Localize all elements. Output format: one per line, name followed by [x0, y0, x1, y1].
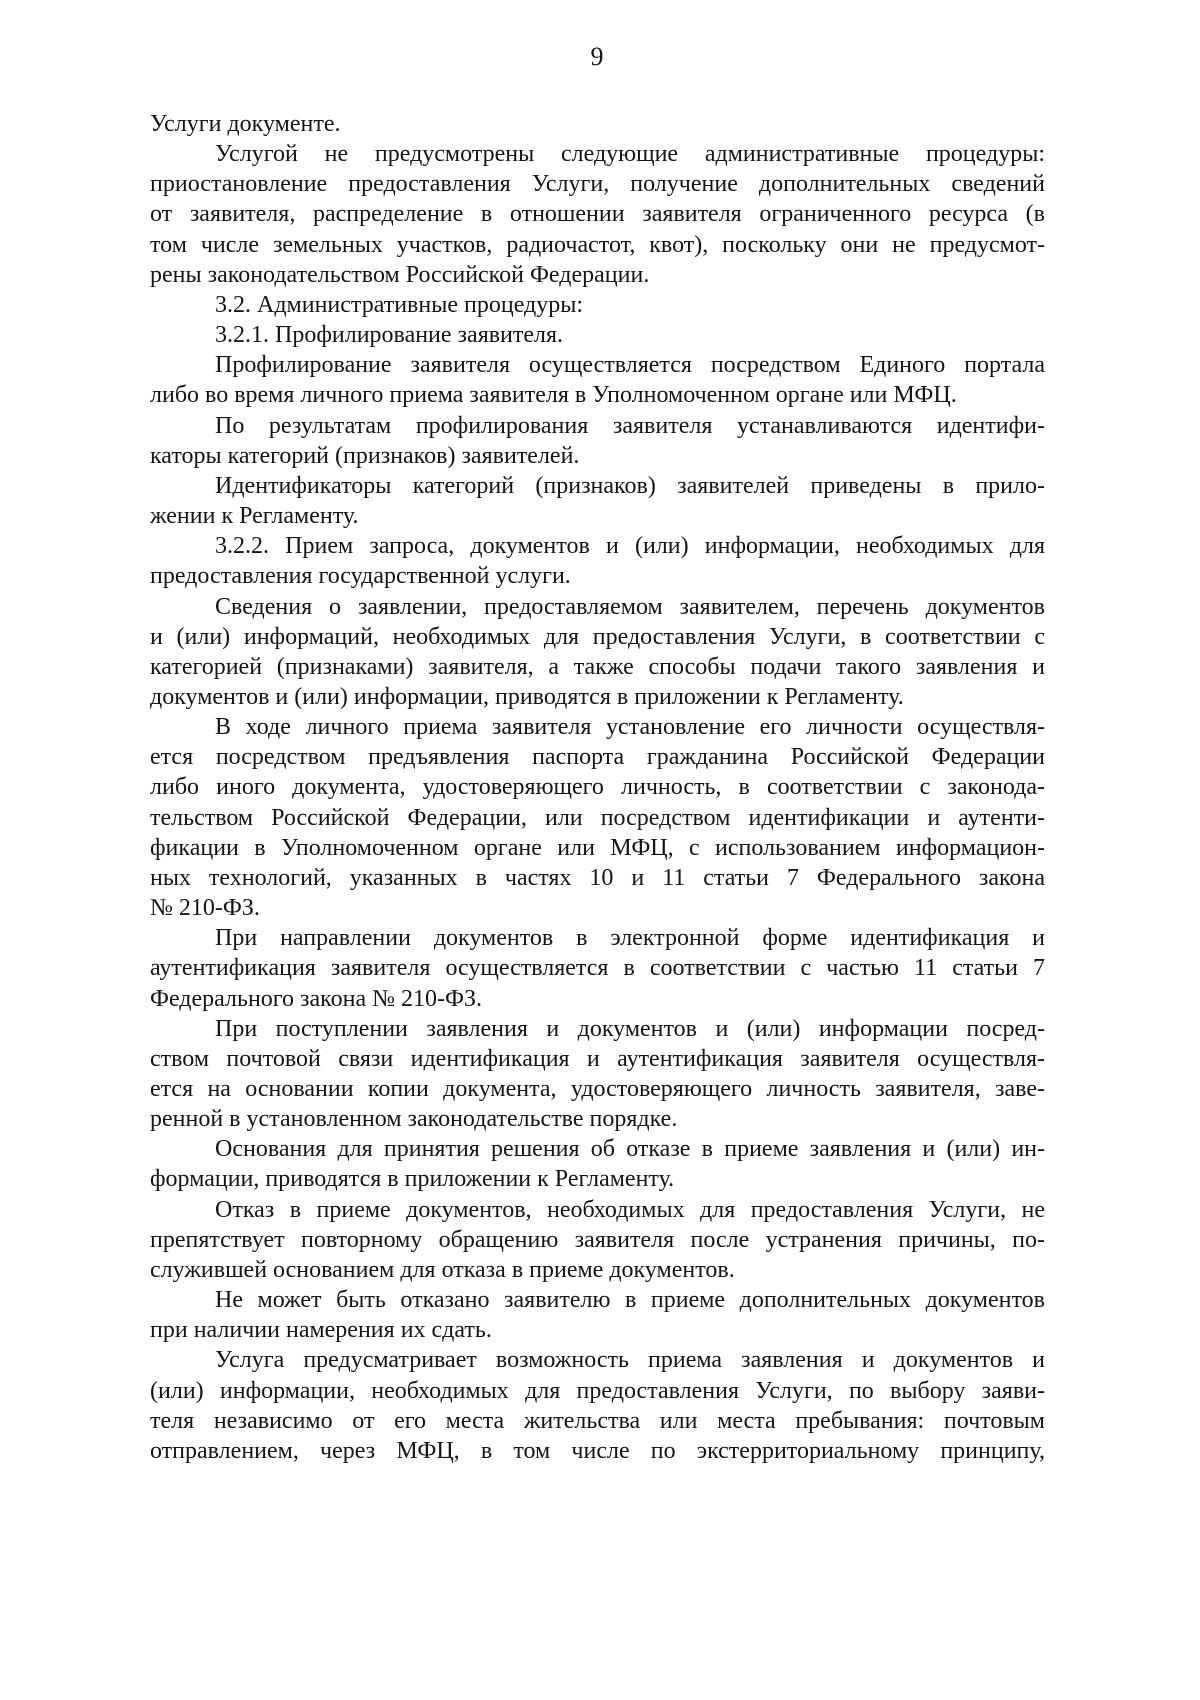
text-line: Идентификаторы категорий (признаков) заявителей приведены в прило- [215, 472, 1045, 499]
text-line: Профилирование заявителя осуществляется посредством Единого портала [215, 352, 1045, 379]
text-line: Услуги документе. [150, 111, 341, 137]
text-line: 3.2.1. Профилирование заявителя. [215, 322, 564, 349]
text-line: Не может быть отказано заявителю в приеме дополнительных документов [215, 1287, 1045, 1314]
paragraph [150, 1134, 1045, 1194]
paragraph [150, 1345, 1045, 1466]
text-line: при наличии намерения их сдать. [150, 1317, 492, 1344]
text-line: рены законодательством Российской Федерации. [150, 261, 650, 288]
text-line: ется посредством предъявления паспорта гражданина Российской Федерации [150, 744, 1045, 771]
text-line: Основания для принятия решения об отказе в приеме заявления и (или) ин- [215, 1136, 1045, 1163]
paragraph [150, 592, 1045, 713]
paragraph [150, 923, 1045, 1013]
text-line: Услуга предусматривает возможность приема заявления и документов и [215, 1347, 1045, 1374]
text-line: ством почтовой связи идентификация и аутентификация заявителя осуществля- [150, 1045, 1045, 1072]
text-line: (или) информации, необходимых для предоставления Услуги, по выбору заяви- [150, 1377, 1045, 1404]
text-line: предоставления государственной услуги. [150, 563, 571, 590]
text-line: препятствует повторному обращению заявителя после устранения причины, по- [150, 1226, 1045, 1253]
text-line: и (или) информаций, необходимых для предоставления Услуги, в соответствии с [150, 623, 1045, 650]
text-line: аутентификация заявителя осуществляется в соответствии с частью 11 статьи 7 [150, 955, 1045, 982]
paragraph [150, 290, 1045, 320]
text-line: ных технологий, указанных в частях 10 и 11 статьи 7 Федерального закона [150, 864, 1045, 891]
paragraph [150, 411, 1045, 471]
text-line: документов и (или) информации, приводятся в приложении к Регламенту. [150, 683, 904, 710]
text-line: В ходе личного приема заявителя установление его личности осуществля- [215, 714, 1045, 741]
text-line: либо иного документа, удостоверяющего личность, в соответствии с законода- [150, 774, 1045, 801]
page-number: 9 [590, 42, 604, 71]
text-line: 3.2.2. Прием запроса, документов и (или) информации, необходимых для [215, 533, 1045, 560]
text-line: тельством Российской Федерации, или посредством идентификации и аутенти- [150, 804, 1045, 831]
paragraph [150, 471, 1045, 531]
paragraph [150, 109, 1045, 139]
text-line: При направлении документов в электронной форме идентификация и [215, 925, 1045, 952]
text-line: № 210-ФЗ. [150, 895, 260, 922]
paragraph [150, 1014, 1045, 1135]
text-line: 3.2. Административные процедуры: [215, 291, 584, 318]
text-line: каторы категорий (признаков) заявителей. [150, 442, 580, 469]
text-line: По результатам профилирования заявителя устанавливаются идентифи- [215, 412, 1045, 439]
text-line: ется на основании копии документа, удостоверяющего личность заявителя, заве- [150, 1076, 1045, 1102]
paragraph [150, 350, 1045, 410]
text-line: Федерального закона № 210-ФЗ. [150, 985, 482, 1012]
paragraph [150, 1285, 1045, 1345]
paragraph [150, 320, 1045, 350]
text-line: ренной в установленном законодательстве порядке. [150, 1106, 678, 1133]
text-line: служившей основанием для отказа в приеме документов. [150, 1256, 735, 1283]
text-line: формации, приводятся в приложении к Регламенту. [150, 1166, 675, 1193]
text-line: том числе земельных участков, радиочастот, квот), поскольку они не предусмот- [150, 231, 1045, 258]
text-line: категорией (признаками) заявителя, а также способы подачи такого заявления и [150, 653, 1045, 680]
text-line: приостановление предоставления Услуги, получение дополнительных сведений [150, 171, 1045, 198]
text-line: При поступлении заявления и документов и (или) информации посред- [215, 1015, 1045, 1042]
document-body [150, 109, 1045, 1466]
text-line: жении к Регламенту. [150, 503, 359, 530]
text-line: фикации в Уполномоченном органе или МФЦ, с использованием информацион- [150, 834, 1045, 861]
text-line: Отказ в приеме документов, необходимых для предоставления Услуги, не [215, 1196, 1045, 1223]
paragraph [150, 712, 1045, 923]
text-line: либо во время личного приема заявителя в Уполномоченном органе или МФЦ. [150, 382, 957, 409]
text-line: от заявителя, распределение в отношении заявителя ограниченного ресурса (в [150, 201, 1045, 228]
text-line: Сведения о заявлении, предоставляемом заявителем, перечень документов [215, 593, 1045, 620]
paragraph [150, 139, 1045, 290]
paragraph [150, 1195, 1045, 1285]
text-line: теля независимо от его места жительства или места пребывания: почтовым [150, 1407, 1045, 1434]
text-line: отправлением, через МФЦ, в том числе по экстерриториальному принципу, [150, 1437, 1045, 1464]
text-line: Услугой не предусмотрены следующие административные процедуры: [215, 141, 1045, 168]
paragraph [150, 531, 1045, 591]
